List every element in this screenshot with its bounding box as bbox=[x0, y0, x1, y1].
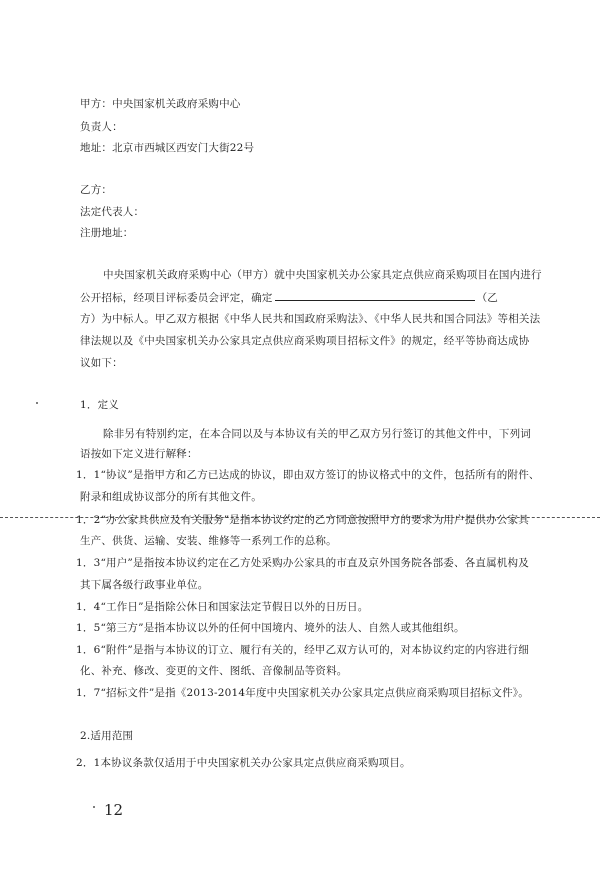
definition-1-3-line-1: 1．3“用户”是指按本协议约定在乙方处采购办公家具的市直及京外国务院各部委、各直属机构及 bbox=[76, 557, 529, 569]
definition-1-6-line-1: 1．6“附件”是指与本协议的订立、履行有关的，经甲乙双方认可的，对本协议约定的内容进行细 bbox=[76, 644, 529, 656]
party-a-line: 甲方：中央国家机关政府采购中心 bbox=[80, 98, 241, 110]
intro-line-1: 中央国家机关政府采购中心（甲方）就中央国家机关办公家具定点供应商采购项目在国内进行 bbox=[103, 269, 542, 281]
definition-1-2-line-1: 1．2“办公家具供应及有关服务”是指本协议约定的乙方同意按照甲方的要求为用户提供办公家具 bbox=[76, 514, 529, 526]
intro-line-3: 方）为中标人。甲乙双方根据《中华人民共和国政府采购法》、《中华人民共和国合同法》等相关法 bbox=[80, 313, 541, 325]
section-1-paragraph-line-2: 语按如下定义进行解释： bbox=[80, 448, 198, 460]
page-number: 12 bbox=[104, 801, 124, 819]
scan-speck bbox=[36, 402, 38, 404]
intro-line-5: 议如下： bbox=[80, 357, 123, 369]
section-2-heading: 2.适用范围 bbox=[80, 730, 134, 742]
intro-line-4: 律法规以及《中央国家机关办公家具定点供应商采购项目招标文件》的规定，经平等协商达成协 bbox=[80, 335, 530, 347]
section-2-clause-2-1: 2．1本协议条款仅适用于中央国家机关办公家具定点供应商采购项目。 bbox=[76, 757, 411, 769]
intro-line-2 bbox=[80, 290, 550, 305]
party-b-line: 乙方： bbox=[80, 184, 113, 196]
intro-line-2-text: 公开招标，经项目评标委员会评定，确定 bbox=[80, 292, 273, 304]
definition-1-2-line-2: 生产、供货、运输、安装、维修等一系列工作的总称。 bbox=[80, 535, 337, 547]
definition-1-4: 1．4“工作日”是指除公休日和国家法定节假日以外的日历日。 bbox=[76, 601, 369, 613]
intro-line-2-tail: （乙 bbox=[476, 292, 499, 304]
definition-1-1-line-1: 1．1“协议”是指甲方和乙方已达成的协议，即由双方签订的协议格式中的文件，包括所有的附件、 bbox=[76, 469, 540, 481]
scan-speck bbox=[93, 806, 95, 808]
section-1-paragraph-line-1: 除非另有特别约定，在本合同以及与本协议有关的甲乙双方另行签订的其他文件中，下列词 bbox=[103, 428, 531, 440]
party-a-address-line: 地址：北京市西城区西安门大街22号 bbox=[80, 142, 255, 154]
party-a-representative-line: 负责人： bbox=[80, 121, 123, 133]
definition-1-6-line-2: 化、补充、修改、变更的文件、图纸、音像制品等资料。 bbox=[80, 665, 348, 677]
winning-bidder-blank bbox=[275, 291, 475, 301]
definition-1-1-line-2: 附录和组成协议部分的所有其他文件。 bbox=[80, 491, 262, 503]
section-1-heading: 1．定义 bbox=[80, 399, 119, 411]
party-b-address-line: 注册地址： bbox=[80, 227, 134, 239]
definition-1-5: 1．5“第三方”是指本协议以外的任何中国境内、境外的法人、自然人或其他组织。 bbox=[76, 622, 465, 634]
definition-1-7: 1．7“招标文件”是指《2013-2014年度中央国家机关办公家具定点供应商采购项目招标文件》。 bbox=[76, 687, 529, 699]
definition-1-3-line-2: 其下属各级行政事业单位。 bbox=[80, 579, 209, 591]
party-b-representative-line: 法定代表人： bbox=[80, 206, 145, 218]
